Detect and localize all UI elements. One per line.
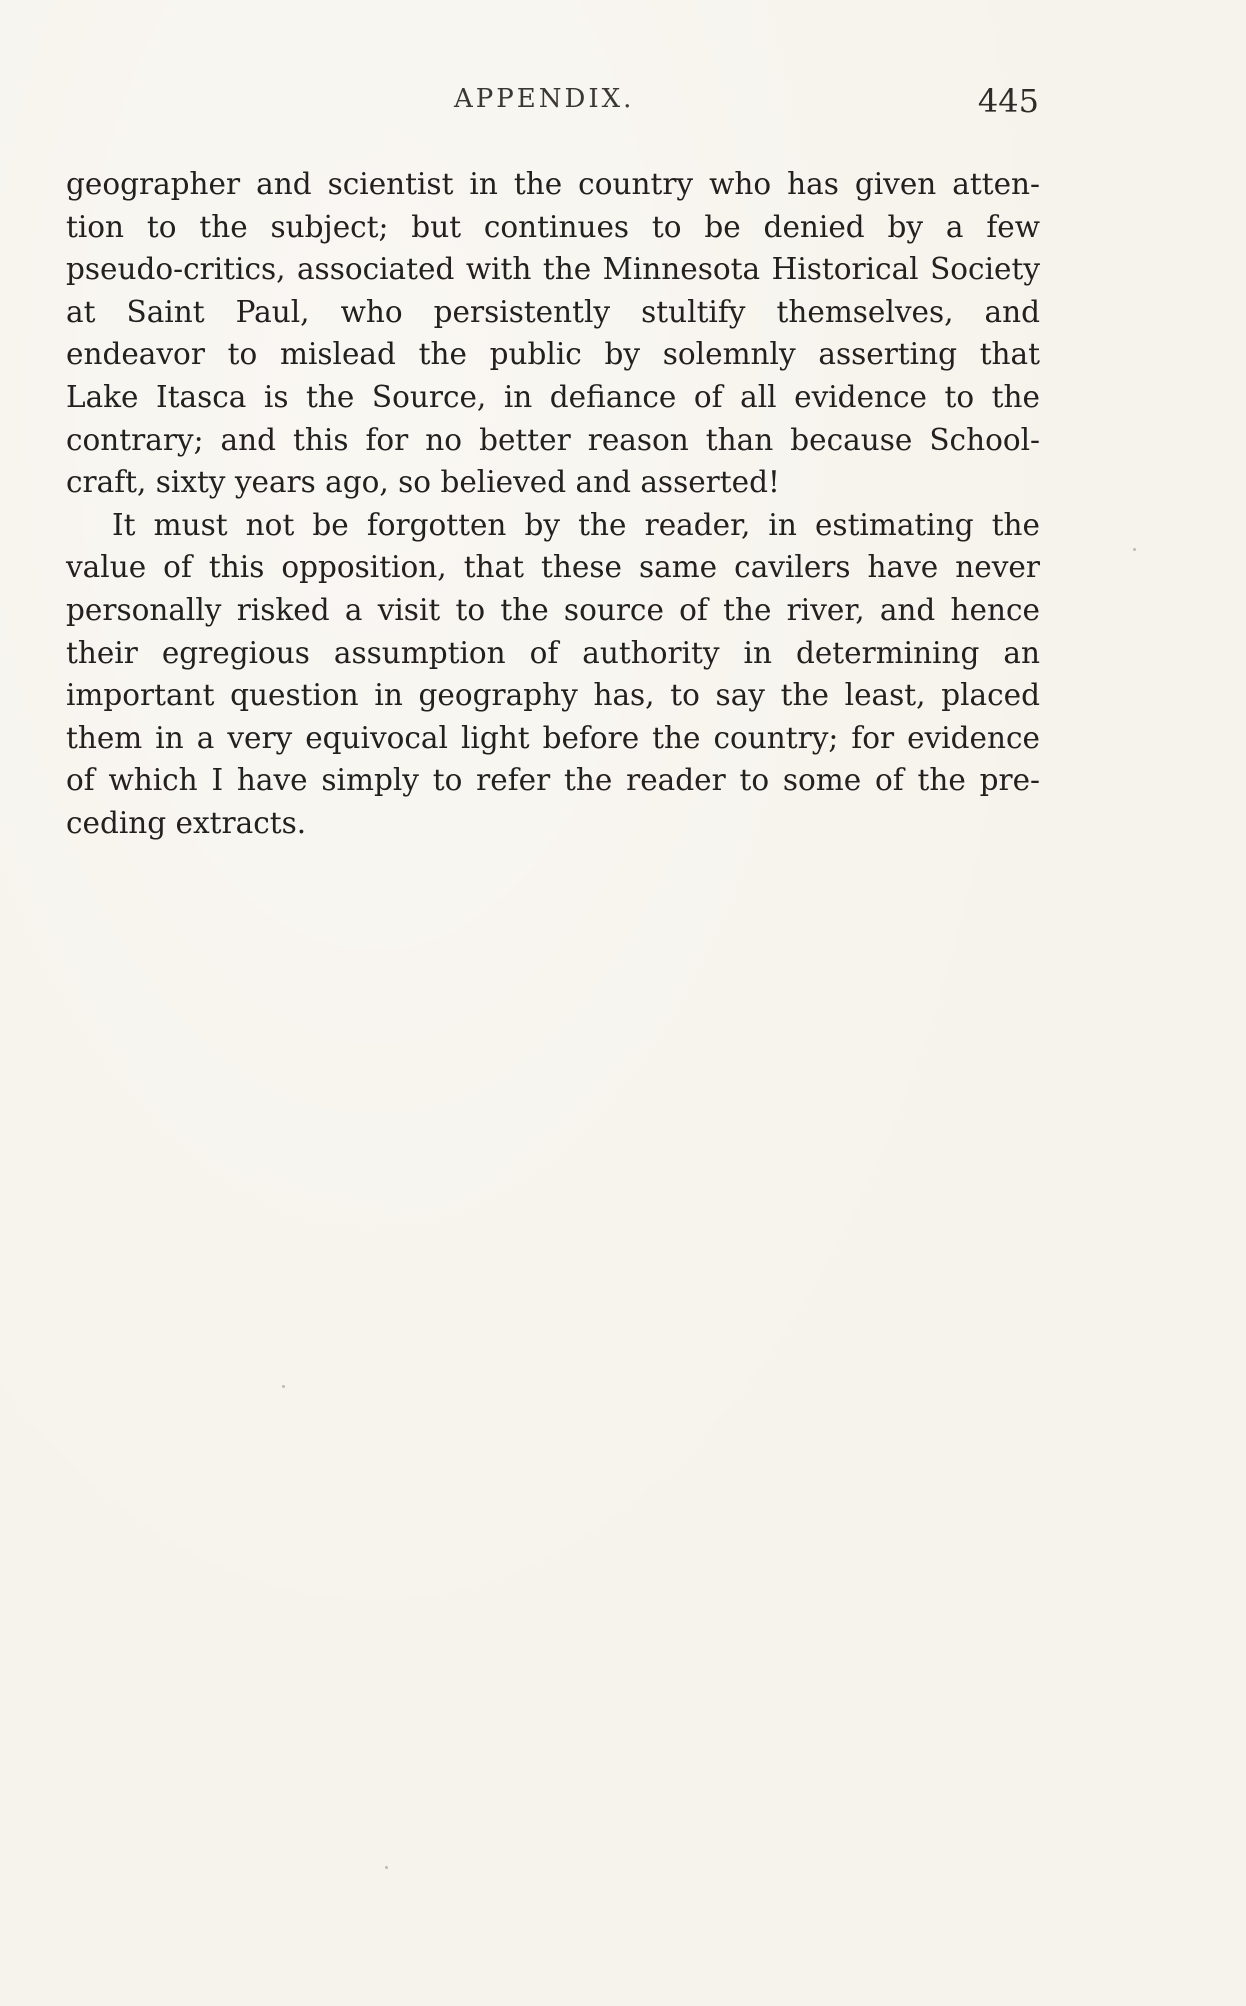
text-line: It must not be forgotten by the reader, in estimating the xyxy=(112,507,1040,542)
text-line: personally risked a visit to the source of the river, and hence xyxy=(66,592,1040,627)
text-line: important question in geography has, to say the least, placed xyxy=(66,678,1040,713)
body-text xyxy=(66,163,1040,845)
page-number: 445 xyxy=(977,82,1039,120)
text-line: their egregious assumption of authority in determining an xyxy=(66,635,1040,670)
text-line: value of this opposition, that these same cavilers have never xyxy=(66,550,1040,585)
text-line: contrary; and this for no better reason than because School- xyxy=(66,422,1040,457)
text-line: tion to the subject; but continues to be denied by a few xyxy=(66,209,1040,244)
text-line: pseudo-critics, associated with the Minnesota Historical Society xyxy=(66,252,1040,287)
text-line: at Saint Paul, who persistently stultify themselves, and xyxy=(66,294,1040,329)
paper-speck xyxy=(385,1866,388,1869)
text-line: them in a very equivocal light before the country; for evidence xyxy=(66,720,1040,755)
paper-speck xyxy=(1133,548,1136,551)
running-title: APPENDIX. xyxy=(454,84,635,114)
text-line: Lake Itasca is the Source, in defiance of all evidence to the xyxy=(66,379,1040,414)
running-head xyxy=(64,84,1039,124)
paragraph xyxy=(66,504,1040,845)
text-line: ceding extracts. xyxy=(66,805,307,840)
text-line: of which I have simply to refer the reader to some of the pre- xyxy=(66,763,1040,798)
text-line: geographer and scientist in the country who has given atten- xyxy=(66,167,1040,201)
paragraph xyxy=(66,163,1040,504)
paper-speck xyxy=(282,1385,285,1388)
text-line: craft, sixty years ago, so believed and asserted! xyxy=(66,465,780,500)
text-line: endeavor to mislead the public by solemnly asserting that xyxy=(66,337,1040,372)
